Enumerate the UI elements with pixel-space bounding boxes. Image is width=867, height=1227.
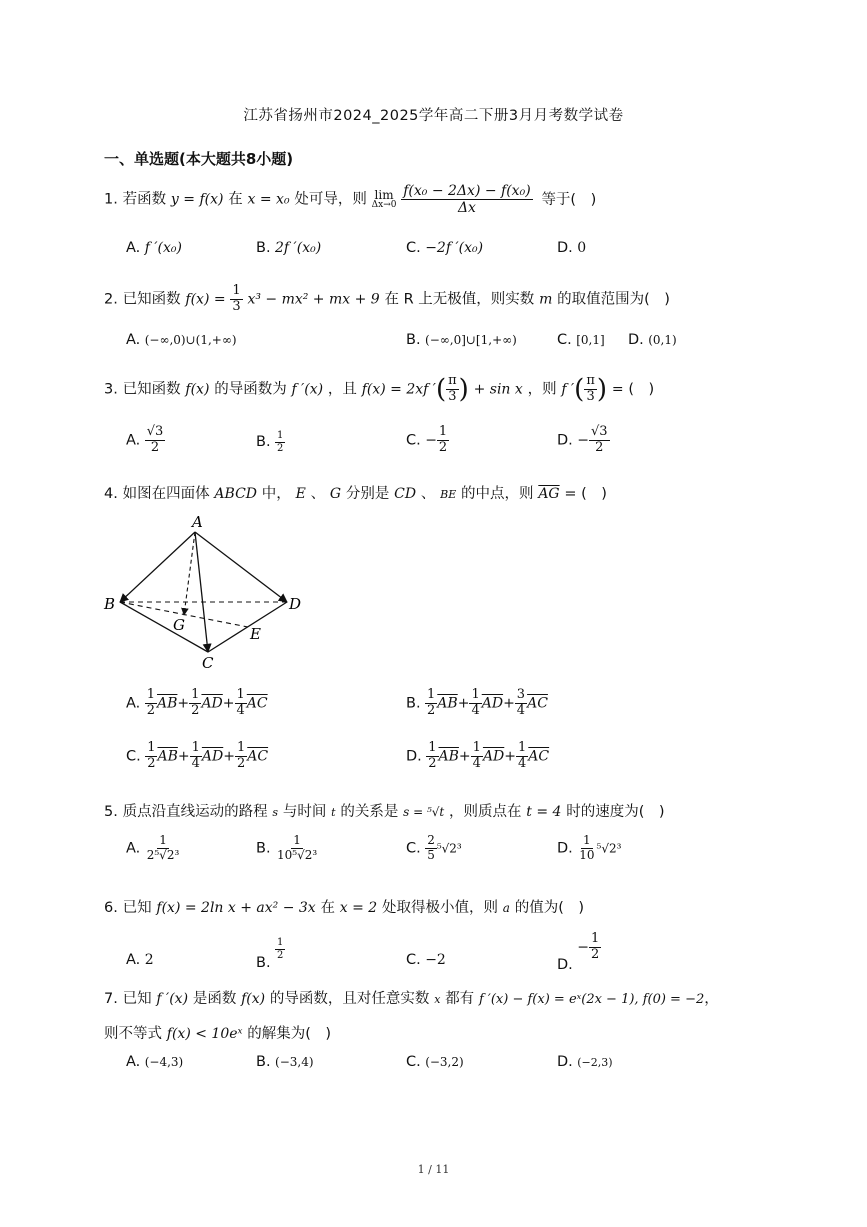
math-expr: s = ⁵√t [403, 805, 445, 819]
fraction [584, 374, 597, 405]
coef-fraction [471, 741, 483, 772]
math-expr: = [611, 381, 624, 398]
option-label: C. [406, 840, 421, 857]
fraction-numerator: 1 [471, 687, 480, 702]
question-text: ， [704, 991, 719, 1007]
fraction-numerator: 3 [516, 687, 526, 702]
coef-fraction [145, 688, 157, 719]
option-d [628, 332, 677, 348]
question-text: 是函数 [192, 991, 237, 1007]
fraction-denominator: 2 [150, 439, 160, 455]
coef-fraction [469, 688, 481, 719]
document-title: 江苏省扬州市2024_2025学年高二下册3月月考数学试卷 [243, 108, 624, 124]
option-label: C. [557, 332, 572, 348]
option-d [557, 1054, 613, 1070]
math-expr: + sin x [473, 381, 523, 398]
fraction-numerator: 1 [147, 740, 156, 755]
lim-subscript: Δx→0 [371, 200, 397, 211]
option-a [126, 1054, 183, 1070]
fraction-numerator: π [586, 373, 595, 388]
fraction-denominator: 10 [579, 847, 595, 862]
option-d [557, 425, 610, 456]
option-label: B. [256, 240, 271, 256]
option-label: D. [557, 432, 573, 449]
option-label: A. [126, 952, 141, 968]
option-b [256, 430, 285, 454]
option-d [557, 931, 601, 974]
question-text: 、 [420, 486, 436, 502]
option-a [126, 834, 181, 863]
math-expr: x = 2 [339, 900, 378, 916]
fraction-denominator: 2 [277, 949, 284, 961]
coef-fraction [235, 741, 247, 772]
question-text: ，则 [527, 381, 557, 398]
fraction-denominator: 2 [236, 755, 246, 771]
question-6 [104, 896, 584, 917]
edge-ac [195, 532, 208, 652]
question-text: 已知函数 [122, 291, 181, 308]
option-value: −2f ′(x₀) [425, 240, 484, 256]
page-number: 1 / 11 [417, 1163, 450, 1176]
fraction-numerator: 1 [438, 424, 448, 439]
math-expr: E [295, 486, 306, 502]
fraction-numerator: 1 [191, 740, 200, 755]
lim-text: lim [374, 188, 394, 203]
option-value: 0 [577, 240, 587, 256]
question-7 [104, 987, 719, 1008]
option-fraction [145, 425, 166, 456]
fraction-denominator: 2 [438, 439, 448, 455]
math-expr: x [434, 993, 441, 1006]
math-expr: a [502, 901, 510, 915]
coef-fraction [425, 688, 437, 719]
option-c [406, 834, 462, 863]
fraction-denominator: Δx [457, 200, 476, 217]
question-text: ( ) [628, 381, 655, 398]
option-fraction [577, 834, 596, 863]
option-label: D. [557, 840, 573, 857]
question-text: 、 [310, 486, 326, 502]
option-label: D. [557, 240, 573, 256]
option-value: (−3,4) [275, 1055, 314, 1069]
option-sign: − [577, 939, 589, 956]
option-c [557, 332, 605, 348]
fraction-denominator: 2 [277, 442, 284, 454]
math-expr: y = f(x) [170, 191, 224, 208]
fraction-denominator: 2⁵√2³ [146, 847, 180, 862]
fraction [230, 284, 242, 315]
option-label: B. [256, 955, 271, 971]
vector-ab: $\overline{AB}$ [438, 748, 459, 765]
edge-ab [120, 532, 195, 602]
vector-ac: $\overline{AC}$ [527, 695, 548, 712]
question-text: 的值为( ) [514, 900, 585, 916]
fraction-numerator: √3 [590, 424, 608, 439]
option-label: D. [406, 748, 422, 765]
coef-fraction [190, 741, 202, 772]
option-fraction [275, 430, 285, 454]
math-expr: f ′ [561, 381, 575, 398]
option-fraction [425, 834, 437, 863]
option-value: (−4,3) [144, 1055, 184, 1069]
fraction-denominator: 4 [516, 702, 526, 718]
tetrahedron-figure [100, 512, 310, 674]
option-b [256, 240, 321, 256]
option-b [256, 834, 319, 863]
vector-ac: $\overline{AC}$ [528, 748, 550, 765]
option-value: −2 [425, 952, 446, 968]
coef-fraction [145, 741, 157, 772]
fraction-numerator: 1 [232, 283, 241, 298]
radical-expr: ⁵√2³ [436, 841, 462, 856]
fraction-denominator: 2 [146, 702, 156, 718]
option-fraction [437, 425, 449, 456]
vector-ad: $\overline{AD}$ [201, 748, 224, 765]
option-value: f ′(x₀) [144, 240, 182, 256]
option-d [557, 240, 586, 256]
option-fraction [275, 937, 285, 961]
question-number: 5. [104, 804, 118, 820]
option-label: A. [126, 695, 141, 712]
option-label: B. [256, 840, 271, 857]
option-label: B. [406, 695, 421, 712]
option-a: A. $\frac{1}{2}$ $\overline{AB}+$ $\frac{1}{2}$ $\overline{AD}+$ $\frac{1}{4}$ $\overline{AC}$ [126, 687, 268, 718]
fraction-denominator: 2 [428, 755, 437, 771]
fraction-denominator: 3 [586, 388, 595, 404]
fraction-numerator: 1 [159, 833, 167, 847]
vertex-label-a: A [192, 513, 203, 531]
option-label: A. [126, 240, 141, 256]
vector-ac: $\overline{AC}$ [247, 748, 269, 765]
coef-fraction [516, 741, 528, 772]
fraction-numerator: 1 [518, 740, 527, 755]
option-label: C. [406, 952, 421, 968]
question-text: 中， [261, 486, 291, 502]
math-expr: f ′(x) [291, 381, 324, 398]
question-2 [104, 284, 670, 315]
fraction-numerator: 1 [277, 937, 284, 948]
option-label: C. [406, 432, 421, 449]
question-text: 在 R 上无极值，则实数 [384, 291, 535, 308]
fraction-numerator: 2 [427, 833, 435, 847]
option-c [406, 1054, 464, 1070]
fraction-numerator: 1 [583, 833, 591, 847]
fraction-numerator: 1 [293, 833, 301, 847]
question-text: ，且 [327, 381, 357, 398]
question-text: 在 [320, 900, 335, 916]
math-expr: x = x₀ [247, 191, 290, 208]
option-label: C. [406, 240, 421, 256]
fraction-denominator: 5 [427, 847, 435, 862]
question-text: 在 [228, 191, 243, 208]
question-number: 2. [104, 291, 118, 308]
math-expr: BE [440, 488, 457, 501]
question-4 [104, 482, 607, 503]
option-c [406, 425, 449, 456]
vertex-label-b: B [104, 595, 116, 613]
math-expr: f(x) = 2ln x + ax² − 3x [156, 900, 316, 916]
option-value: (−∞,0]∪[1,+∞) [425, 333, 517, 347]
option-value: (−3,2) [425, 1055, 464, 1069]
option-value: 2 [144, 952, 154, 968]
option-label: B. [406, 332, 421, 348]
question-text: 如图在四面体 [122, 486, 210, 502]
math-expr: CD [394, 486, 417, 502]
fraction-numerator: 1 [277, 430, 284, 441]
question-text: 的中点，则 [461, 486, 534, 502]
option-label: A. [126, 432, 141, 449]
question-text: 已知 [122, 991, 152, 1007]
option-sign: − [425, 432, 437, 449]
question-text: 的关系是 [340, 804, 399, 820]
vector-ab: $\overline{AB}$ [157, 695, 178, 712]
vector-ab: $\overline{AB}$ [157, 748, 178, 765]
option-label: A. [126, 840, 141, 857]
option-d [557, 834, 621, 863]
option-b: B. $\frac{1}{2}$ $\overline{AB}+$ $\frac{1}{4}$ $\overline{AD}+$ $\frac{3}{4}$ $\overline{AC}$ [406, 687, 548, 718]
option-label: C. [406, 1054, 421, 1070]
option-a [126, 332, 237, 348]
limit-operator [372, 189, 397, 210]
math-expr: f(x) = [185, 291, 226, 308]
fraction-numerator: 1 [191, 687, 200, 702]
math-expr: f(x) [241, 991, 266, 1007]
question-text: 分别是 [345, 486, 390, 502]
point-label-g: G [173, 616, 185, 634]
section-heading: 一、单选题(本大题共8小题) [104, 150, 294, 168]
option-label: D. [628, 332, 644, 348]
vertex-label-d: D [289, 595, 302, 613]
option-a [126, 425, 165, 456]
question-number: 4. [104, 486, 118, 502]
coef-fraction [235, 688, 247, 719]
option-value: (−∞,0)∪(1,+∞) [144, 333, 237, 347]
option-c [406, 952, 446, 968]
question-text: 已知函数 [122, 381, 181, 398]
math-expr: x³ − mx² + mx + 9 [247, 291, 380, 308]
fraction-numerator: π [448, 373, 457, 388]
limit-fraction [401, 183, 532, 216]
question-text: 等于( ) [541, 191, 597, 208]
question-text: 则不等式 [104, 1026, 162, 1042]
option-fraction [589, 932, 601, 963]
question-text: 的导函数，且对任意实数 [269, 991, 430, 1007]
vector-ag: $\overline{AG}$ [538, 486, 560, 502]
edge-ad [195, 532, 287, 602]
vector-ad: $\overline{AD}$ [201, 695, 223, 712]
fraction-numerator: 1 [236, 740, 246, 755]
option-value: (−2,3) [577, 1056, 613, 1069]
coef-fraction [426, 741, 438, 772]
math-expr: f ′(x) [156, 991, 189, 1007]
option-a [126, 952, 154, 968]
math-expr: f ′(x) − f(x) = eˣ(2x − 1), f(0) = −2 [478, 992, 705, 1007]
option-value: (0,1) [648, 333, 677, 347]
option-fraction [145, 834, 182, 863]
question-text: 的解集为( ) [247, 1026, 332, 1042]
math-expr: f(x) [185, 381, 210, 398]
option-a [126, 240, 182, 256]
fraction-numerator: 1 [146, 687, 156, 702]
question-text: ，则质点在 [449, 804, 522, 820]
fraction-numerator: 1 [236, 687, 245, 702]
option-label: B. [256, 1054, 271, 1070]
option-c [406, 240, 483, 256]
fraction-denominator: 4 [518, 755, 527, 771]
vector-ad: $\overline{AD}$ [482, 748, 505, 765]
question-number: 6. [104, 900, 118, 916]
question-text: 都有 [445, 991, 475, 1007]
radical-expr: ⁵√2³ [596, 841, 622, 856]
question-number: 1. [104, 191, 118, 208]
fraction-numerator: √3 [146, 424, 164, 439]
question-text: 的取值范围为( ) [557, 291, 670, 308]
question-text: 时的速度为( ) [566, 804, 665, 820]
fraction-denominator: 4 [472, 755, 481, 771]
question-text: 处可导，则 [294, 191, 367, 208]
math-expr: s [272, 806, 279, 819]
fraction-denominator: 4 [471, 702, 480, 718]
option-label: B. [256, 434, 271, 450]
fraction-denominator: 2 [595, 439, 604, 455]
vector-ac: $\overline{AC}$ [246, 695, 268, 712]
question-text: 与时间 [282, 804, 327, 820]
edge-bc [120, 602, 208, 652]
option-b [406, 332, 517, 348]
point-label-e: E [250, 625, 261, 643]
fraction [446, 374, 459, 405]
option-fraction [589, 425, 610, 456]
fraction-denominator: 3 [448, 388, 457, 404]
fraction-numerator: 1 [590, 931, 600, 946]
fraction-numerator: 1 [472, 740, 481, 755]
question-5 [104, 800, 665, 821]
option-sign: − [577, 432, 589, 449]
option-b [256, 937, 285, 971]
question-text: 的导函数为 [214, 381, 287, 398]
math-expr: m [539, 291, 553, 308]
option-b [256, 1054, 314, 1070]
vertex-label-c: C [202, 654, 214, 672]
option-value: 2f ′(x₀) [275, 240, 322, 256]
option-fraction [275, 834, 319, 863]
question-text: = ( ) [564, 486, 607, 502]
question-text: 已知 [122, 900, 152, 916]
math-expr: t = 4 [526, 804, 562, 820]
coef-fraction [189, 688, 201, 719]
math-expr: f(x) = 2xf ′ [361, 381, 436, 398]
fraction-numerator: 1 [427, 687, 436, 702]
option-d: D. $\frac{1}{2}$ $\overline{AB}+$ $\frac{1}{4}$ $\overline{AD}+$ $\frac{1}{4}$ $\overline{AC}$ [406, 740, 550, 771]
math-expr: f(x) < 10eˣ [166, 1026, 243, 1042]
fraction-denominator: 2 [427, 702, 436, 718]
fraction-denominator: 2 [191, 702, 200, 718]
math-expr: t [331, 806, 336, 819]
fraction-denominator: 2 [590, 946, 600, 962]
question-1 [104, 183, 596, 216]
fraction-denominator: 4 [236, 702, 245, 718]
option-label: A. [126, 332, 141, 348]
fraction-numerator: 1 [428, 740, 437, 755]
question-text: 处取得极小值，则 [382, 900, 498, 916]
vector-ad: $\overline{AD}$ [481, 695, 504, 712]
math-expr: ABCD [214, 486, 258, 502]
option-label: D. [557, 1054, 573, 1070]
question-3: 3. 已知函数 f(x) 的导函数为 f ′(x) ，且 f(x) = 2xf ′( $\frac{\pi}{3}$ ) + sin x ，则 f ′( $\frac{\pi}{3}$ ) = ( ) [104, 373, 655, 405]
fraction-denominator: 4 [191, 755, 200, 771]
question-text: 若函数 [122, 191, 167, 208]
fraction-numerator: f(x₀ − 2Δx) − f(x₀) [403, 183, 531, 199]
fraction-denominator: 2 [147, 755, 156, 771]
fraction-denominator: 3 [232, 298, 241, 314]
option-c: C. $\frac{1}{2}$ $\overline{AB}+$ $\frac{1}{4}$ $\overline{AD}+$ $\frac{1}{2}$ $\overline{AC}$ [126, 740, 269, 771]
vector-ab: $\overline{AB}$ [437, 695, 458, 712]
question-number: 3. [104, 381, 118, 398]
option-label: A. [126, 1054, 141, 1070]
option-label: C. [126, 748, 141, 765]
math-expr: G [329, 486, 342, 502]
fraction-denominator: 10⁵√2³ [277, 847, 318, 862]
option-label: D. [557, 957, 573, 974]
question-7-line-2 [104, 1022, 331, 1043]
question-number: 7. [104, 991, 118, 1007]
option-value: [0,1] [576, 333, 605, 347]
coef-fraction [515, 688, 527, 719]
question-text: 质点沿直线运动的路程 [122, 804, 268, 820]
